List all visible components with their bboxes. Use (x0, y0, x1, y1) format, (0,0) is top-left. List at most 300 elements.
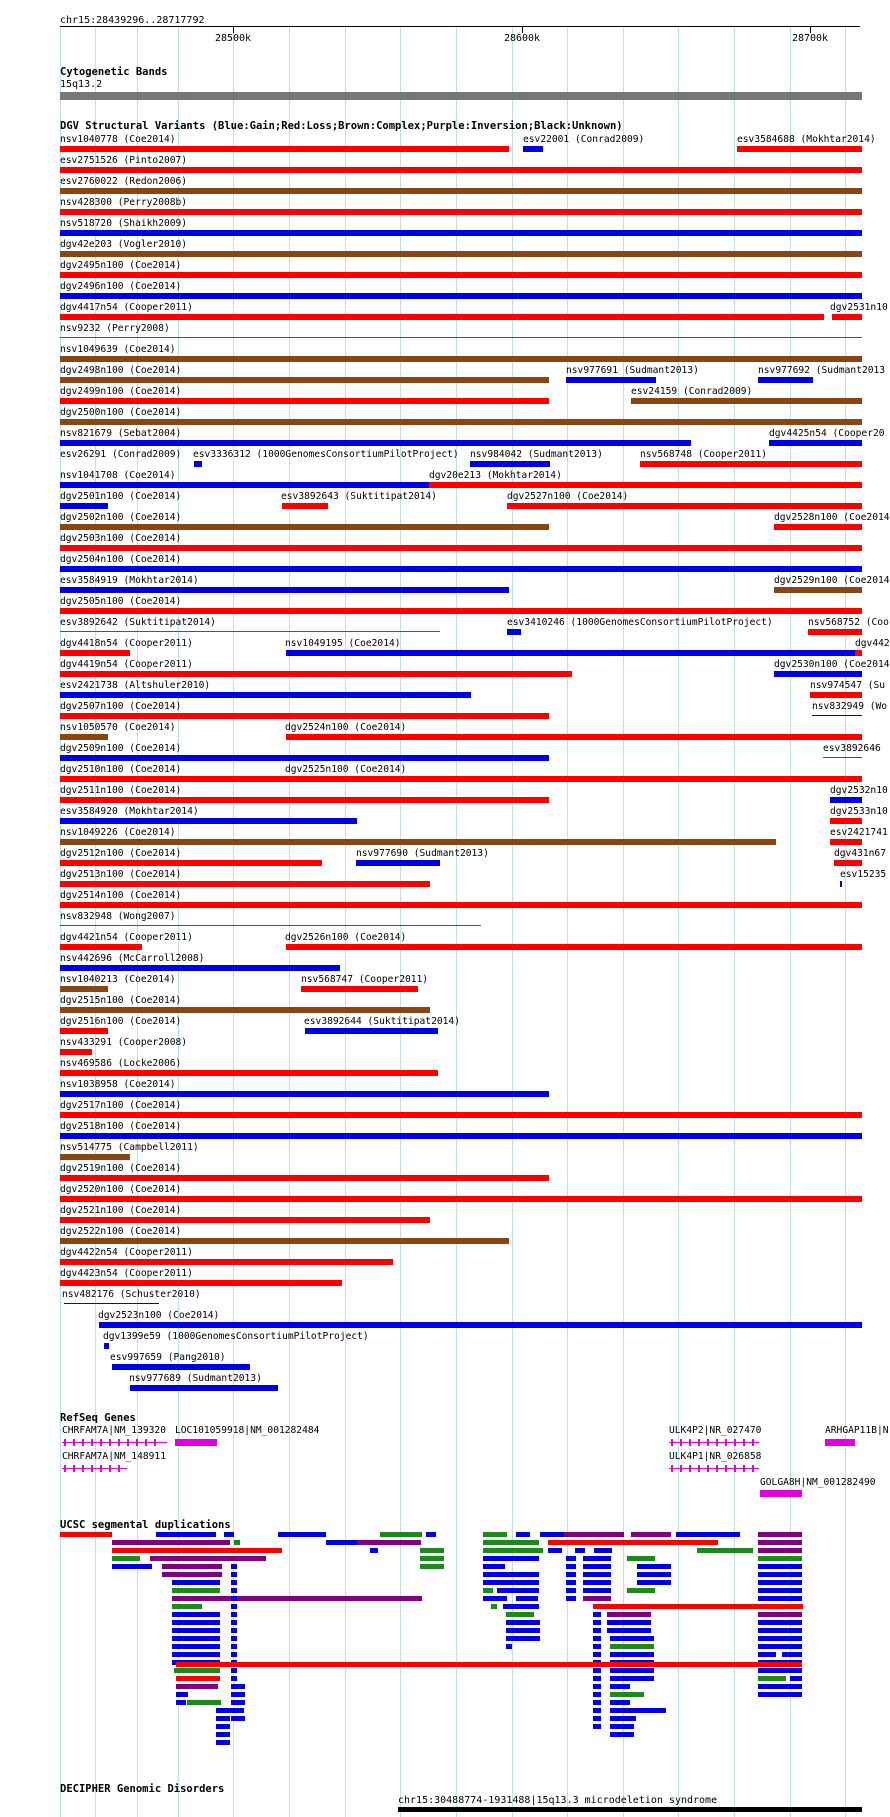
dgv-variant[interactable] (0, 974, 890, 993)
segdup-feature[interactable] (370, 1548, 378, 1553)
segdup-feature[interactable] (231, 1676, 237, 1681)
segdup-feature[interactable] (162, 1564, 222, 1569)
segdup-feature[interactable] (583, 1564, 611, 1569)
dgv-variant-bar[interactable] (855, 650, 862, 656)
segdup-feature[interactable] (483, 1540, 539, 1545)
segdup-feature[interactable] (593, 1612, 601, 1617)
dgv-variant[interactable] (0, 407, 890, 426)
dgv-variant-bar[interactable] (60, 1175, 549, 1181)
segdup-feature[interactable] (637, 1580, 671, 1585)
segdup-feature[interactable] (593, 1676, 601, 1681)
segdup-feature[interactable] (231, 1596, 237, 1601)
dgv-variant-bar[interactable] (60, 356, 862, 362)
segdup-feature[interactable] (112, 1548, 282, 1553)
dgv-variant-bar[interactable] (286, 734, 862, 740)
segdup-feature[interactable] (426, 1532, 436, 1537)
dgv-variant-label: dgv2505n100 (Coe2014) (60, 596, 182, 607)
segdup-feature[interactable] (176, 1692, 188, 1697)
dgv-variant-bar[interactable] (99, 1322, 862, 1328)
segdup-feature[interactable] (610, 1692, 644, 1697)
segdup-feature[interactable] (610, 1732, 634, 1737)
dgv-variant-label: dgv2514n100 (Coe2014) (60, 890, 182, 901)
segdup-feature[interactable] (172, 1620, 220, 1625)
dgv-variant-label: nsv832949 (Wo (812, 701, 888, 712)
dgv-variant[interactable] (0, 1016, 890, 1035)
segdup-feature[interactable] (231, 1716, 245, 1721)
dgv-variant[interactable] (0, 1289, 890, 1308)
segdup-feature[interactable] (758, 1612, 802, 1617)
dgv-variant-label: nsv1050570 (Coe2014) (60, 722, 176, 733)
segdup-feature[interactable] (631, 1532, 671, 1537)
dgv-variant-bar[interactable] (60, 188, 862, 194)
dgv-variant[interactable] (0, 827, 890, 846)
dgv-variant-bar[interactable] (60, 1112, 862, 1118)
segdup-feature[interactable] (172, 1628, 220, 1633)
segdup-feature[interactable] (231, 1684, 245, 1689)
dgv-variant[interactable] (0, 638, 890, 657)
segdup-feature[interactable] (483, 1588, 493, 1593)
segdup-feature[interactable] (231, 1652, 237, 1657)
dgv-variant-bar[interactable] (60, 902, 862, 908)
segdup-feature[interactable] (564, 1532, 624, 1537)
segdup-feature[interactable] (610, 1636, 654, 1641)
segdup-feature[interactable] (231, 1620, 237, 1625)
segdup-feature[interactable] (758, 1564, 802, 1569)
dgv-variant[interactable] (0, 1100, 890, 1119)
segdup-feature[interactable] (420, 1556, 444, 1561)
dgv-variant-bar[interactable] (60, 1049, 92, 1055)
dgv-variant[interactable] (0, 1352, 890, 1371)
dgv-variant-bar[interactable] (60, 965, 340, 971)
dgv-variant-bar[interactable] (112, 1364, 250, 1370)
dgv-variant-bar[interactable] (810, 692, 862, 698)
dgv-variant[interactable] (0, 617, 890, 636)
segdup-feature[interactable] (758, 1684, 802, 1689)
segdup-feature[interactable] (593, 1668, 601, 1673)
dgv-variant-bar[interactable] (60, 337, 862, 338)
dgv-variant[interactable] (0, 1184, 890, 1203)
segdup-feature[interactable] (112, 1564, 152, 1569)
dgv-variant-bar[interactable] (808, 629, 862, 635)
dgv-variant[interactable] (0, 596, 890, 615)
dgv-variant[interactable] (0, 197, 890, 216)
segdup-feature[interactable] (357, 1540, 421, 1545)
refseq-gene-label[interactable]: LOC101059918|NM_001282484 (175, 1425, 320, 1436)
refseq-gene-exon (752, 1465, 754, 1472)
segdup-feature[interactable] (566, 1556, 576, 1561)
dgv-variant[interactable] (0, 470, 890, 489)
dgv-variant-bar[interactable] (60, 293, 862, 299)
segdup-feature[interactable] (610, 1724, 634, 1729)
dgv-variant-bar[interactable] (60, 545, 862, 551)
segdup-feature[interactable] (176, 1700, 186, 1705)
segdup-feature[interactable] (231, 1636, 237, 1641)
segdup-feature[interactable] (174, 1668, 220, 1673)
refseq-gene-exon (734, 1465, 736, 1472)
refseq-gene-label[interactable]: ULK4P2|NR_027470 (669, 1425, 762, 1436)
dgv-variant[interactable] (0, 1121, 890, 1140)
segdup-feature[interactable] (483, 1556, 539, 1561)
dgv-variant[interactable] (0, 491, 890, 510)
segdup-feature[interactable] (583, 1596, 611, 1601)
dgv-variant-label: nsv514775 (Campbell2011) (60, 1142, 199, 1153)
dgv-variant[interactable] (0, 995, 890, 1014)
segdup-feature[interactable] (594, 1548, 612, 1553)
cytoband-bar[interactable] (60, 92, 862, 100)
dgv-variant[interactable] (0, 554, 890, 573)
segdup-feature[interactable] (610, 1676, 654, 1681)
segdup-feature[interactable] (516, 1532, 530, 1537)
decipher-feature-bar[interactable] (398, 1807, 862, 1812)
segdup-feature[interactable] (607, 1612, 651, 1617)
segdup-feature[interactable] (758, 1596, 802, 1601)
dgv-variant[interactable] (0, 428, 890, 447)
segdup-feature[interactable] (593, 1692, 601, 1697)
segdup-feature[interactable] (224, 1532, 234, 1537)
dgv-variant-bar[interactable] (60, 1259, 393, 1265)
dgv-variant[interactable] (0, 260, 890, 279)
segdup-feature[interactable] (172, 1588, 220, 1593)
segdup-feature[interactable] (593, 1604, 803, 1609)
segdup-feature[interactable] (156, 1532, 216, 1537)
dgv-variant-bar[interactable] (823, 757, 862, 758)
segdup-feature[interactable] (593, 1684, 601, 1689)
dgv-variant-bar[interactable] (812, 715, 862, 716)
dgv-variant[interactable] (0, 869, 890, 888)
refseq-gene-label[interactable]: ARHGAP11B|N (825, 1425, 889, 1436)
dgv-variant[interactable] (0, 890, 890, 909)
segdup-feature[interactable] (483, 1548, 543, 1553)
segdup-feature[interactable] (758, 1644, 802, 1649)
dgv-variant-bar[interactable] (60, 1007, 430, 1013)
dgv-variant-bar[interactable] (774, 587, 862, 593)
segdup-feature[interactable] (231, 1644, 237, 1649)
segdup-feature[interactable] (566, 1596, 576, 1601)
segdup-feature[interactable] (790, 1676, 802, 1681)
dgv-variant[interactable] (0, 764, 890, 783)
segdup-feature[interactable] (506, 1644, 512, 1649)
segdup-feature[interactable] (607, 1620, 651, 1625)
segdup-feature[interactable] (583, 1556, 611, 1561)
segdup-feature[interactable] (610, 1700, 630, 1705)
segdup-feature[interactable] (231, 1580, 237, 1585)
segdup-feature[interactable] (593, 1636, 601, 1641)
dgv-variant[interactable] (0, 1373, 890, 1392)
dgv-variant[interactable] (0, 722, 890, 741)
segdup-feature[interactable] (566, 1580, 576, 1585)
dgv-variant[interactable] (0, 176, 890, 195)
dgv-variant[interactable] (0, 239, 890, 258)
segdup-feature[interactable] (758, 1548, 802, 1553)
segdup-feature[interactable] (610, 1716, 636, 1721)
dgv-variant[interactable] (0, 1037, 890, 1056)
segdup-feature[interactable] (172, 1644, 220, 1649)
segdup-feature[interactable] (112, 1540, 230, 1545)
dgv-variant-bar[interactable] (301, 986, 418, 992)
dgv-variant[interactable] (0, 1142, 890, 1161)
dgv-variant[interactable] (0, 281, 890, 300)
dgv-variant[interactable] (0, 701, 890, 720)
segdup-feature[interactable] (483, 1572, 539, 1577)
dgv-variant-bar[interactable] (832, 314, 862, 320)
segdup-feature[interactable] (506, 1628, 540, 1633)
dgv-variant-bar[interactable] (286, 776, 862, 782)
segdup-feature[interactable] (758, 1540, 802, 1545)
dgv-variant-bar[interactable] (774, 524, 862, 530)
dgv-variant[interactable] (0, 1205, 890, 1224)
segdup-feature[interactable] (172, 1652, 220, 1657)
dgv-variant[interactable] (0, 1058, 890, 1077)
segdup-feature[interactable] (176, 1676, 220, 1681)
dgv-variant[interactable] (0, 302, 890, 321)
dgv-variant[interactable] (0, 743, 890, 762)
segdup-feature[interactable] (231, 1612, 237, 1617)
segdup-feature[interactable] (216, 1724, 230, 1729)
dgv-variant-bar[interactable] (840, 881, 842, 887)
segdup-feature[interactable] (782, 1652, 802, 1657)
dgv-variant-bar[interactable] (737, 146, 862, 152)
segdup-feature[interactable] (503, 1604, 539, 1609)
segdup-feature[interactable] (506, 1612, 534, 1617)
segdup-feature[interactable] (627, 1556, 655, 1561)
dgv-variant[interactable] (0, 218, 890, 237)
refseq-gene-label[interactable]: CHRFAM7A|NM_139320 (62, 1425, 166, 1436)
ruler-tick (233, 26, 234, 33)
dgv-variant-bar[interactable] (60, 1133, 862, 1139)
segdup-feature[interactable] (483, 1532, 507, 1537)
dgv-variant-bar[interactable] (507, 503, 862, 509)
dgv-variant-bar[interactable] (769, 440, 862, 446)
dgv-variant-label: dgv2521n100 (Coe2014) (60, 1205, 182, 1216)
dgv-variant-bar[interactable] (640, 461, 862, 467)
segdup-feature[interactable] (758, 1620, 802, 1625)
segdup-feature[interactable] (758, 1572, 802, 1577)
segdup-feature[interactable] (216, 1716, 230, 1721)
dgv-variant-bar[interactable] (130, 1385, 278, 1391)
dgv-variant-label: dgv2518n100 (Coe2014) (60, 1121, 182, 1132)
segdup-feature[interactable] (593, 1708, 601, 1713)
dgv-variant[interactable] (0, 134, 890, 153)
dgv-variant-bar[interactable] (631, 398, 862, 404)
segdup-feature[interactable] (758, 1668, 802, 1673)
segdup-feature[interactable] (593, 1628, 601, 1633)
segdup-feature[interactable] (176, 1662, 802, 1667)
dgv-variant[interactable] (0, 323, 890, 342)
segdup-feature[interactable] (607, 1628, 651, 1633)
segdup-feature[interactable] (216, 1740, 230, 1745)
segdup-feature[interactable] (758, 1628, 802, 1633)
segdup-feature[interactable] (162, 1572, 222, 1577)
dgv-variant-label: dgv2530n100 (Coe2014 (774, 659, 890, 670)
dgv-variant-bar[interactable] (60, 209, 862, 215)
segdup-feature[interactable] (483, 1580, 539, 1585)
dgv-variant-label: dgv4419n54 (Cooper2011) (60, 659, 193, 670)
dgv-variant-bar[interactable] (60, 608, 862, 614)
dgv-variant-bar[interactable] (60, 1280, 342, 1286)
dgv-variant-bar[interactable] (60, 230, 862, 236)
dgv-variant-bar[interactable] (305, 1028, 438, 1034)
segdup-feature[interactable] (566, 1588, 576, 1593)
dgv-variant[interactable] (0, 1331, 890, 1350)
dgv-variant[interactable] (0, 1247, 890, 1266)
segdup-feature[interactable] (483, 1564, 505, 1569)
segdup-feature[interactable] (231, 1588, 237, 1593)
segdup-feature[interactable] (583, 1588, 611, 1593)
dgv-variant[interactable] (0, 953, 890, 972)
segdup-feature[interactable] (593, 1724, 601, 1729)
segdup-feature[interactable] (172, 1636, 220, 1641)
dgv-variant-bar[interactable] (60, 167, 862, 173)
dgv-variant-bar[interactable] (830, 818, 862, 824)
dgv-variant[interactable] (0, 365, 890, 384)
segdup-feature[interactable] (583, 1572, 611, 1577)
dgv-variant[interactable] (0, 1163, 890, 1182)
segdup-feature[interactable] (758, 1532, 802, 1537)
dgv-variant-label: dgv2503n100 (Coe2014) (60, 533, 182, 544)
segdup-feature[interactable] (548, 1540, 718, 1545)
dgv-variant-bar[interactable] (60, 1217, 430, 1223)
segdup-feature[interactable] (231, 1572, 237, 1577)
dgv-variant-bar[interactable] (774, 671, 862, 677)
dgv-variant-bar[interactable] (60, 566, 862, 572)
segdup-feature[interactable] (506, 1620, 540, 1625)
segdup-feature[interactable] (593, 1644, 601, 1649)
segdup-feature[interactable] (566, 1572, 576, 1577)
dgv-variant-bar[interactable] (60, 1154, 130, 1160)
dgv-variant-bar[interactable] (429, 482, 862, 488)
segdup-feature[interactable] (676, 1532, 740, 1537)
segdup-feature[interactable] (172, 1604, 202, 1609)
dgv-variant[interactable] (0, 344, 890, 363)
dgv-variant[interactable] (0, 512, 890, 531)
segdup-feature[interactable] (187, 1700, 221, 1705)
dgv-variant[interactable] (0, 155, 890, 174)
segdup-feature[interactable] (234, 1540, 240, 1545)
dgv-variant-bar[interactable] (60, 251, 862, 257)
segdup-feature[interactable] (593, 1716, 601, 1721)
dgv-variant[interactable] (0, 911, 890, 930)
segdup-feature[interactable] (176, 1684, 218, 1689)
segdup-feature[interactable] (483, 1596, 507, 1601)
dgv-variant-bar[interactable] (104, 1343, 109, 1349)
segdup-feature[interactable] (231, 1668, 237, 1673)
refseq-gene-label[interactable]: CHRFAM7A|NM_148911 (62, 1451, 166, 1462)
segdup-feature[interactable] (566, 1564, 576, 1569)
segdup-feature[interactable] (216, 1732, 230, 1737)
segdup-feature[interactable] (758, 1676, 786, 1681)
segdup-feature[interactable] (516, 1596, 538, 1601)
segdup-feature[interactable] (540, 1532, 564, 1537)
segdup-feature[interactable] (420, 1548, 444, 1553)
segdup-feature[interactable] (216, 1708, 244, 1713)
segdup-feature[interactable] (231, 1700, 245, 1705)
segdup-feature[interactable] (610, 1668, 654, 1673)
dgv-variant-bar[interactable] (60, 1196, 862, 1202)
segdup-feature[interactable] (697, 1548, 753, 1553)
segdup-feature[interactable] (583, 1580, 611, 1585)
segdup-feature[interactable] (593, 1700, 601, 1705)
segdup-feature[interactable] (593, 1620, 601, 1625)
dgv-variant[interactable] (0, 386, 890, 405)
segdup-feature[interactable] (593, 1652, 601, 1657)
dgv-variant-bar[interactable] (60, 1070, 438, 1076)
segdup-feature[interactable] (610, 1652, 654, 1657)
segdup-feature[interactable] (380, 1532, 422, 1537)
dgv-variant[interactable] (0, 575, 890, 594)
dgv-variant-bar[interactable] (286, 944, 862, 950)
segdup-feature[interactable] (610, 1684, 630, 1689)
segdup-feature[interactable] (172, 1580, 220, 1585)
segdup-feature[interactable] (231, 1692, 245, 1697)
segdup-feature[interactable] (758, 1652, 776, 1657)
segdup-feature[interactable] (758, 1580, 802, 1585)
dgv-variant[interactable] (0, 1079, 890, 1098)
segdup-feature[interactable] (278, 1532, 326, 1537)
segdup-feature[interactable] (231, 1564, 237, 1569)
segdup-feature[interactable] (231, 1604, 237, 1609)
ruler-tick (522, 26, 523, 33)
segdup-feature[interactable] (172, 1612, 220, 1617)
dgv-variant-bar[interactable] (60, 925, 481, 926)
dgv-variant[interactable] (0, 680, 890, 699)
segdup-feature[interactable] (637, 1572, 671, 1577)
segdup-feature[interactable] (60, 1532, 112, 1537)
dgv-variant-bar[interactable] (834, 860, 862, 866)
dgv-variant[interactable] (0, 1226, 890, 1245)
dgv-variant-bar[interactable] (60, 272, 862, 278)
segdup-feature[interactable] (627, 1588, 655, 1593)
segdup-feature[interactable] (112, 1556, 140, 1561)
dgv-variant-bar[interactable] (830, 797, 862, 803)
segdup-feature[interactable] (231, 1628, 237, 1633)
segdup-feature[interactable] (491, 1604, 497, 1609)
dgv-variant[interactable] (0, 1310, 890, 1329)
segdup-feature[interactable] (575, 1548, 585, 1553)
segdup-feature[interactable] (610, 1644, 654, 1649)
segdup-feature[interactable] (758, 1588, 802, 1593)
segdup-feature[interactable] (506, 1636, 540, 1641)
dgv-variant-bar[interactable] (60, 1238, 509, 1244)
dgv-variant[interactable] (0, 659, 890, 678)
dgv-variant[interactable] (0, 1268, 890, 1287)
segdup-feature[interactable] (497, 1588, 539, 1593)
segdup-feature[interactable] (758, 1556, 802, 1561)
dgv-variant-label: esv3892643 (Suktitipat2014) (281, 491, 437, 502)
refseq-gene-label[interactable]: GOLGA8H|NM_001282490 (760, 1477, 876, 1488)
dgv-variant[interactable] (0, 932, 890, 951)
dgv-variant-bar[interactable] (60, 419, 862, 425)
segdup-feature[interactable] (758, 1692, 802, 1697)
segdup-feature[interactable] (758, 1636, 802, 1641)
dgv-variant[interactable] (0, 806, 890, 825)
dgv-variant-bar[interactable] (64, 1303, 159, 1304)
dgv-variant-bar[interactable] (60, 1091, 549, 1097)
refseq-gene-label[interactable]: ULK4P1|NR_026858 (669, 1451, 762, 1462)
segdup-feature[interactable] (172, 1596, 422, 1601)
segdup-feature[interactable] (610, 1708, 666, 1713)
refseq-gene-exon (689, 1439, 691, 1446)
dgv-variant[interactable] (0, 533, 890, 552)
dgv-variant[interactable] (0, 848, 890, 867)
dgv-variant-bar[interactable] (758, 377, 813, 383)
segdup-feature[interactable] (420, 1564, 444, 1569)
dgv-variant[interactable] (0, 785, 890, 804)
dgv-variant-bar[interactable] (830, 839, 862, 845)
segdup-feature[interactable] (150, 1556, 266, 1561)
dgv-variant[interactable] (0, 449, 890, 468)
segdup-feature[interactable] (637, 1564, 671, 1569)
segdup-feature[interactable] (548, 1548, 562, 1553)
